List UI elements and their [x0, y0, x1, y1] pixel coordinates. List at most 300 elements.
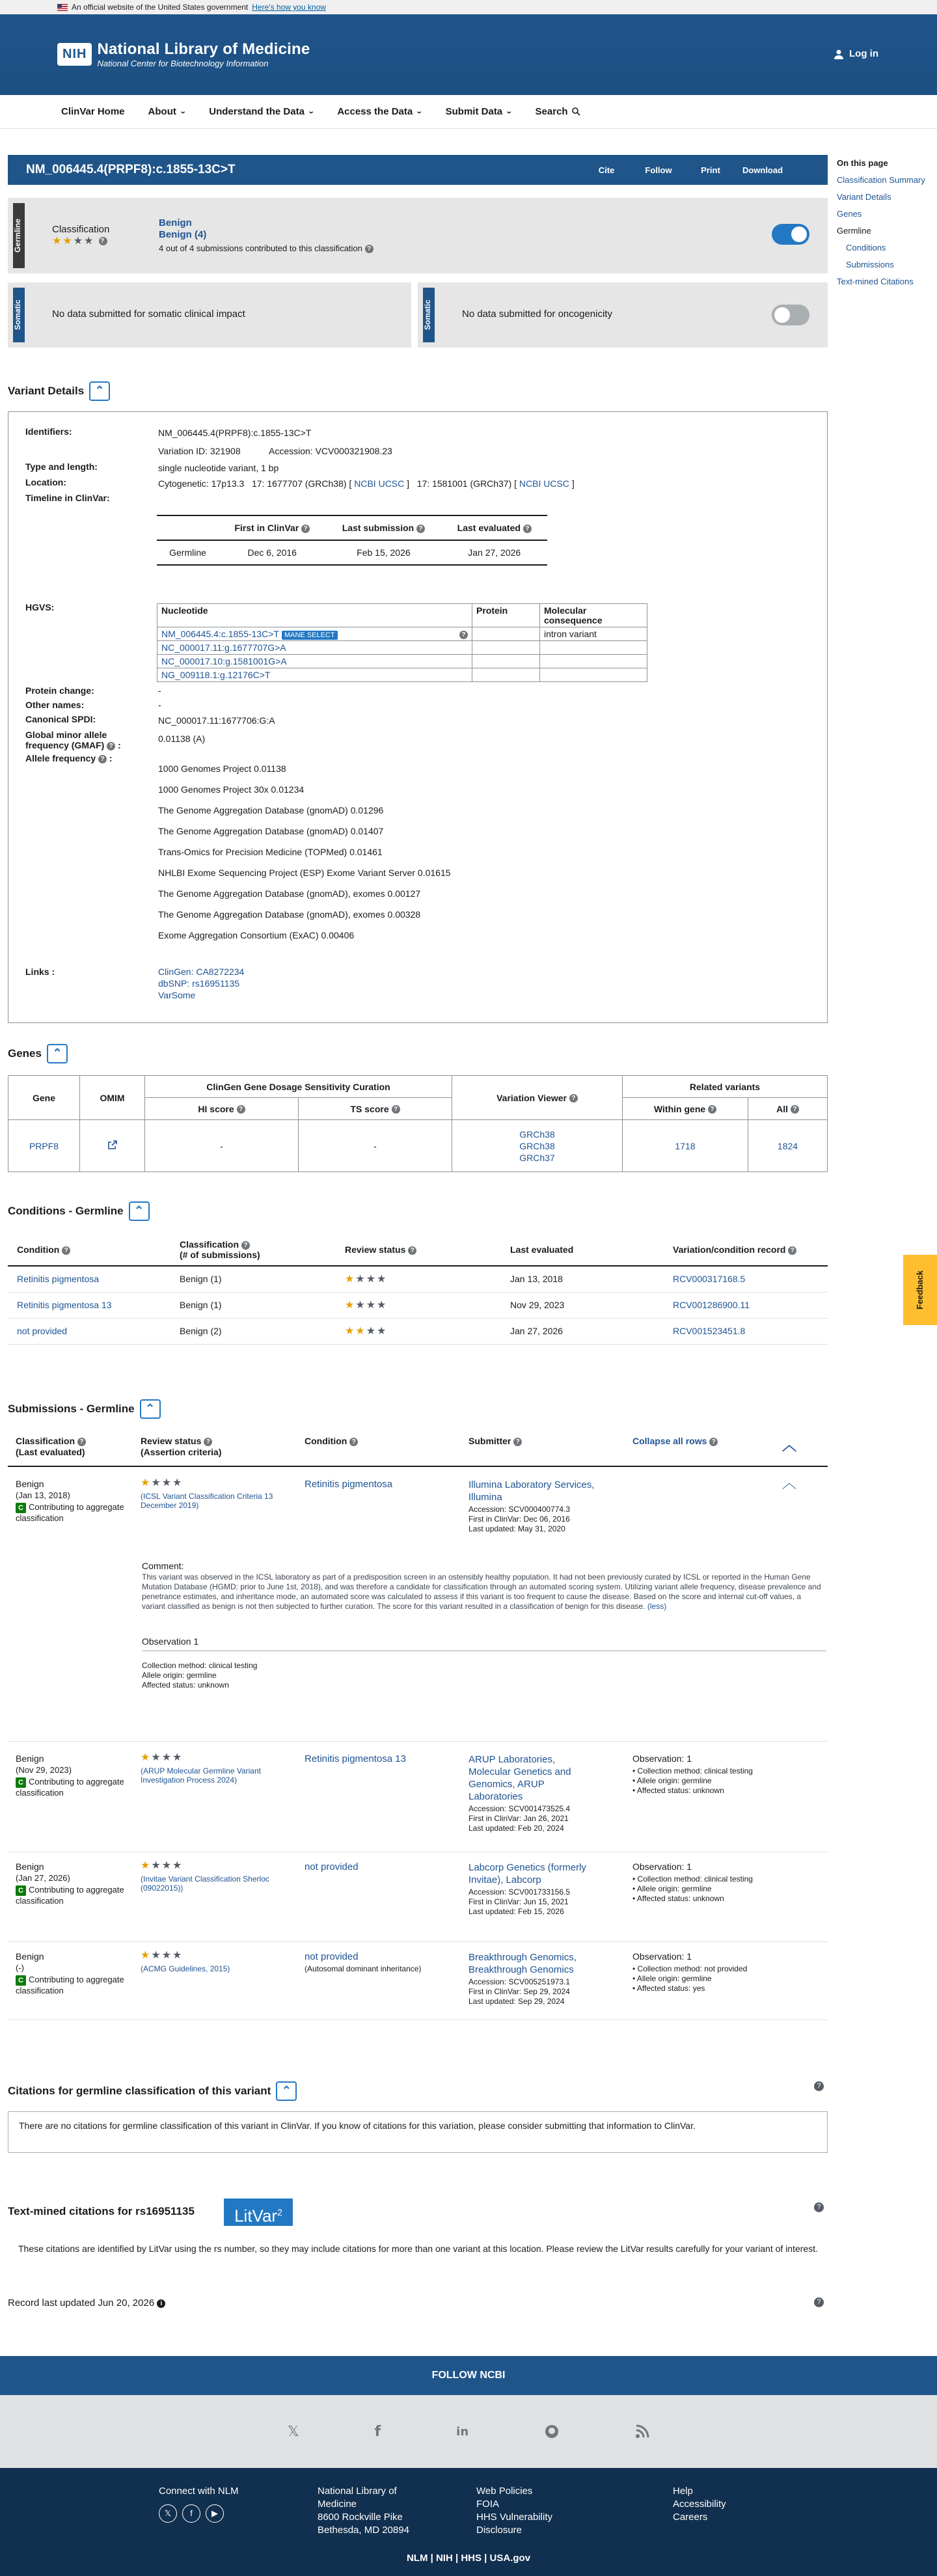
help-icon[interactable]: ? [99, 237, 107, 245]
sub-updated: Last updated: Feb 15, 2026 [468, 1907, 564, 1916]
last-evaluated-header: Last evaluated [501, 1234, 664, 1266]
github-icon[interactable] [544, 2424, 560, 2439]
cytogenetic: Cytogenetic: 17p13.3 [158, 478, 245, 489]
protein-cell [472, 668, 540, 682]
otp-variant-details[interactable]: Variant Details [837, 192, 891, 202]
help-link[interactable]: Help [673, 2486, 693, 2497]
header-text: First in ClinVar [234, 523, 299, 533]
help-icon[interactable]: ? [513, 1438, 522, 1446]
contributing-label [16, 1975, 133, 1995]
header-text-sub: (Last evaluated) [16, 1447, 85, 1457]
mane-select-badge: MANE SELECT [282, 631, 338, 640]
chevron-down-icon: ⌄ [307, 108, 315, 115]
obs-text: Allele origin: germline [636, 1884, 712, 1893]
timeline-header [219, 515, 325, 540]
header-text: Review status [141, 1436, 202, 1446]
classification-cell: Benign (1) [170, 1266, 336, 1292]
obs-text: Affected status: unknown [636, 1786, 724, 1795]
sub-date: (Nov 29, 2023) [16, 1765, 72, 1775]
obs-heading: Observation: 1 [632, 1753, 692, 1764]
web-policies-link[interactable]: Web Policies [476, 2486, 533, 2497]
sub-updated: Last updated: May 31, 2020 [468, 1524, 565, 1533]
contributing-icon: C [16, 1975, 26, 1986]
consequence-cell [540, 641, 647, 655]
last-evaluated-cell: Jan 13, 2018 [501, 1266, 664, 1292]
hhs-vuln-link[interactable]: HHS Vulnerability [476, 2512, 552, 2523]
header-text: Condition [17, 1244, 60, 1255]
submitter-link[interactable]: Breakthrough Genomics, Breakthrough Genomics [468, 1952, 577, 1975]
sub-condition-header [305, 1436, 358, 1446]
hgvs-link[interactable]: NG_009118.1:g.12176C>T [161, 670, 271, 680]
litvar-text: LitVar [234, 2206, 278, 2226]
help-icon[interactable]: ? [98, 755, 107, 763]
contributing-label [16, 1502, 133, 1523]
last-evaluated-cell: Nov 29, 2023 [501, 1292, 664, 1318]
help-icon[interactable]: ? [814, 2081, 824, 2091]
nih-logo-mark: NIH [57, 43, 92, 66]
help-icon[interactable]: ? [365, 245, 373, 253]
assertion-criteria-link[interactable]: (ACMG Guidelines, 2015) [141, 1964, 230, 1973]
login-label: Log in [849, 48, 878, 59]
submitter-link[interactable]: Labcorp Genetics (formerly Invitae), Labcorp [468, 1862, 586, 1885]
chevron-down-icon: ⌄ [505, 108, 513, 115]
feedback-tab[interactable]: Feedback [903, 1255, 937, 1325]
gene-header: Gene [8, 1076, 80, 1120]
submissions-header [8, 1432, 828, 1467]
condition-header [8, 1234, 170, 1266]
help-icon[interactable]: ? [814, 2202, 824, 2212]
rcv-link[interactable]: RCV001286900.11 [664, 1292, 828, 1318]
review-stars: ★★★★ [336, 1318, 501, 1344]
classification-cell: Benign (1) [170, 1292, 336, 1318]
obs-method: • Collection method: clinical testing [632, 1766, 753, 1775]
gmaf-label: Global minor allele frequency (GMAF) ? : [25, 730, 121, 750]
help-icon[interactable]: ? [349, 1438, 358, 1446]
sub-date: (Jan 27, 2026) [16, 1873, 70, 1883]
help-icon[interactable]: ? [62, 1246, 70, 1255]
protein-cell [472, 641, 540, 655]
consequence-cell: intron variant [540, 627, 647, 641]
ncbi-link[interactable]: NCBI [354, 478, 376, 489]
sub-accession: Accession: SCV000400774.3 [468, 1505, 571, 1514]
help-icon[interactable]: ? [204, 1438, 212, 1446]
variant-details-heading [8, 381, 110, 401]
contributing-label [16, 1885, 133, 1906]
youtube-icon[interactable]: ▶ [206, 2504, 224, 2523]
less-link[interactable]: (less) [647, 1602, 667, 1611]
section-title: Citations for germline classification of this variant [8, 2085, 271, 2097]
review-stars: ★★★★ [141, 1477, 183, 1488]
hgvs-link[interactable]: NM_006445.4:c.1855-13C>T [161, 629, 279, 639]
ncbi-link[interactable]: NCBI [519, 478, 541, 489]
conditions-table [8, 1234, 828, 1345]
timeline-label: Timeline in ClinVar: [25, 493, 110, 503]
hi-header [145, 1098, 299, 1120]
print-button[interactable]: Print [701, 165, 720, 175]
nav-access[interactable] [337, 106, 422, 117]
footer-bottom-links[interactable]: NLM | NIH | HHS | USA.gov [406, 2553, 531, 2564]
header-text: Variation/condition record [673, 1244, 786, 1255]
help-icon[interactable]: ? [241, 1241, 250, 1250]
collapse-all-link[interactable]: Collapse all rows [632, 1436, 707, 1446]
on-this-page-nav [837, 155, 934, 290]
classification-header [170, 1234, 336, 1266]
address-column [318, 2485, 409, 2537]
otp-genes[interactable]: Genes [837, 209, 862, 219]
chevron-down-icon: ⌄ [179, 108, 187, 115]
textmined-heading: Text-mined citations for rs16951135 [8, 2205, 195, 2217]
otp-submissions[interactable]: Submissions [846, 260, 894, 269]
variant-title-bar [8, 155, 828, 185]
rss-icon[interactable] [635, 2424, 649, 2439]
textmined-text: These citations are identified by LitVar using the rs number, so they may include citations for more than one variant at this location. Please review the LitVar results carefully for your variant of interest. [18, 2243, 818, 2254]
obs-list [632, 1964, 763, 1994]
sub-condition-link[interactable]: not provided [305, 1861, 359, 1872]
linkedin-icon[interactable]: in [456, 2424, 469, 2439]
condition-link[interactable]: not provided [8, 1318, 170, 1344]
obs-method: Collection method: clinical testing [142, 1661, 258, 1670]
links-label: Links : [25, 966, 55, 977]
table-row [8, 1292, 828, 1318]
timeline-cell: Germline [169, 547, 206, 558]
nav-label: Access the Data [337, 106, 413, 117]
help-icon[interactable]: ? [77, 1438, 86, 1446]
sub-accession: Accession: SCV001733156.5 [468, 1887, 571, 1897]
header-text: HI score [198, 1103, 234, 1114]
obs-affected: • Affected status: unknown [632, 1894, 724, 1903]
help-icon[interactable]: ? [416, 525, 425, 533]
chevron-down-icon: ⌄ [415, 108, 423, 115]
protein-change-value: - [158, 685, 161, 696]
nav-submit[interactable] [446, 106, 512, 117]
grch37-location: 17: 1581001 (GRCh37) [ [416, 478, 517, 489]
record-header [664, 1234, 828, 1266]
hgvs-link[interactable]: NC_000017.11:g.1677707G>A [161, 642, 286, 653]
location-label: Location: [25, 477, 66, 487]
genes-table [8, 1075, 828, 1172]
collapse-all-rows [632, 1436, 718, 1446]
help-icon[interactable]: ? [791, 1105, 799, 1114]
gene-link[interactable]: PRPF8 [8, 1120, 80, 1172]
protein-cell [472, 655, 540, 668]
sub-condition-link[interactable]: Retinitis pigmentosa [305, 1479, 393, 1490]
table-row [8, 1318, 828, 1344]
submission-row-2 [8, 1742, 828, 1852]
timeline-header [325, 515, 441, 540]
germline-tag: Germline [13, 203, 25, 268]
nav-label: About [148, 106, 176, 117]
germline-toggle[interactable] [772, 224, 809, 245]
info-icon[interactable]: i [157, 2299, 165, 2308]
help-icon[interactable]: ? [708, 1105, 716, 1114]
collapse-button[interactable]: ⌃ [47, 1044, 68, 1063]
comment-label: Comment: [142, 1561, 184, 1571]
collapse-button[interactable]: ⌃ [129, 1201, 150, 1221]
hgvs-row [157, 641, 472, 655]
careers-link[interactable]: Careers [673, 2512, 708, 2523]
nav-understand[interactable] [209, 106, 314, 117]
submission-row-4 [8, 1942, 828, 2020]
timeline-empty-header [157, 515, 219, 540]
gmaf-label-text: Global minor allele frequency (GMAF) [25, 730, 107, 750]
nih-logo[interactable] [57, 40, 310, 68]
sub-classification: Benign [16, 1951, 44, 1962]
help-icon[interactable]: ? [237, 1105, 245, 1114]
otp-conditions[interactable]: Conditions [846, 243, 886, 253]
external-link-icon[interactable] [107, 1140, 118, 1150]
nav-clinvar-home[interactable] [61, 106, 125, 117]
somatic-toggle[interactable] [772, 305, 809, 325]
address-line: 8600 Rockville Pike [318, 2512, 403, 2523]
x-twitter-icon[interactable]: 𝕏 [287, 2423, 299, 2439]
sub-classification: Benign [16, 1753, 44, 1764]
header-text: Within gene [653, 1103, 706, 1114]
sub-first: First in ClinVar: Dec 06, 2016 [468, 1514, 570, 1524]
x-twitter-icon[interactable]: 𝕏 [159, 2504, 177, 2523]
submitter-link[interactable]: Illumina Laboratory Services, Illumina [468, 1479, 595, 1503]
somatic-tag: Somatic [13, 288, 25, 342]
obs-affected: • Affected status: yes [632, 1984, 705, 1993]
help-icon[interactable]: ? [301, 525, 310, 533]
nav-search[interactable] [536, 106, 580, 117]
timeline-header [441, 515, 547, 540]
nav-label: Understand the Data [209, 106, 305, 117]
login-button[interactable] [834, 48, 878, 59]
help-icon[interactable]: ? [408, 1246, 416, 1255]
classification-label: Classification [52, 224, 110, 235]
spdi-value: NC_000017.11:1677706:G:A [158, 715, 275, 726]
variant-title: NM_006445.4(PRPF8):c.1855-13C>T [26, 163, 236, 176]
nav-label: Submit Data [445, 106, 503, 117]
contributing-icon: C [16, 1503, 26, 1513]
submission-row-1 [8, 1467, 828, 1742]
litvar-logo[interactable] [224, 2199, 293, 2226]
otp-germline: Germline [837, 226, 871, 236]
facebook-icon[interactable]: f [374, 2423, 381, 2440]
connect-icons [159, 2504, 239, 2523]
comment-text [142, 1572, 826, 1611]
help-icon[interactable]: ? [814, 2297, 824, 2307]
sub-first: First in ClinVar: Sep 29, 2024 [468, 1987, 570, 1996]
header-title: National Library of Medicine [97, 40, 310, 58]
sub-first: First in ClinVar: Jun 15, 2021 [468, 1897, 569, 1906]
record-updated-text: Record last updated Jun 20, 2026 [8, 2297, 155, 2309]
submission-summary [159, 243, 373, 253]
otp-text-mined-citations[interactable]: Text-mined Citations [837, 277, 914, 286]
sub-classification: Benign [16, 1861, 44, 1872]
table-row [8, 1266, 828, 1292]
nav-about[interactable] [148, 106, 186, 117]
policy-column [476, 2485, 552, 2537]
sub-accession: Accession: SCV005251973.1 [468, 1977, 571, 1986]
obs-text: Affected status: yes [636, 1984, 705, 1993]
assertion-criteria-link[interactable]: (ICSL Variant Classification Criteria 13 December 2019) [141, 1492, 273, 1510]
viewer-header [452, 1076, 623, 1120]
accession: Accession: VCV000321908.23 [269, 446, 392, 456]
collapse-button[interactable]: ⌃ [89, 381, 110, 401]
help-icon[interactable]: ? [569, 1094, 578, 1103]
consequence-cell [540, 668, 647, 682]
submission-summary-text: 4 out of 4 submissions contributed to this classification [159, 243, 362, 253]
header-text: Review status [345, 1244, 406, 1255]
section-title: Variant Details [8, 385, 85, 397]
rcv-link[interactable]: RCV001523451.8 [664, 1318, 828, 1344]
variation-id: Variation ID: 321908 [158, 446, 241, 456]
help-icon[interactable]: ? [392, 1105, 400, 1114]
af-label: Allele frequency ? : [25, 753, 113, 763]
review-stars: ★★★★ [336, 1266, 501, 1292]
contributing-icon: C [16, 1885, 26, 1896]
sub-first: First in ClinVar: Jan 26, 2021 [468, 1814, 569, 1823]
last-evaluated-cell: Jan 27, 2026 [501, 1318, 664, 1344]
connect-column [159, 2485, 239, 2523]
af-value: 1000 Genomes Project 0.01138 [158, 763, 286, 774]
obs-method: • Collection method: not provided [632, 1964, 748, 1973]
all-variants-link[interactable]: 1824 [748, 1120, 828, 1172]
hgvs-row [157, 655, 472, 668]
timeline-cell: Feb 15, 2026 [357, 547, 411, 558]
ts-header [299, 1098, 452, 1120]
bracket: ] [571, 478, 575, 489]
help-icon[interactable]: ? [788, 1246, 796, 1255]
help-column [673, 2485, 726, 2524]
obs-text: Allele origin: germline [636, 1974, 712, 1983]
other-names-value: - [158, 700, 161, 710]
all-header [748, 1098, 828, 1120]
dbsnp-link[interactable]: dbSNP: rs16951135 [158, 978, 240, 989]
help-icon[interactable]: ? [107, 742, 115, 750]
obs-origin: • Allele origin: germline [632, 1884, 712, 1893]
rcv-link[interactable]: RCV000317168.5 [664, 1266, 828, 1292]
obs-origin: Allele origin: germline [142, 1671, 217, 1680]
main-nav [0, 95, 937, 129]
protein-cell [472, 627, 540, 641]
ucsc-link[interactable]: UCSC [378, 478, 405, 489]
observation-heading: Observation 1 [142, 1636, 826, 1651]
grch37-link[interactable]: GRCh37 [519, 1152, 555, 1163]
obs-list [632, 1766, 763, 1796]
review-stars: ★★★★ [141, 1860, 183, 1871]
genes-heading [8, 1044, 68, 1063]
record-updated [8, 2297, 165, 2309]
ucsc-link[interactable]: UCSC [543, 478, 569, 489]
site-header [0, 14, 937, 95]
assertion-criteria-link[interactable]: (Invitae Variant Classification Sherloc (09022015)) [141, 1874, 269, 1893]
sub-condition-link[interactable]: Retinitis pigmentosa 13 [305, 1753, 406, 1764]
accessibility-link[interactable]: Accessibility [673, 2499, 726, 2510]
obs-list [632, 1874, 763, 1904]
obs-text: Collection method: clinical testing [637, 1874, 753, 1884]
condition-link[interactable]: Retinitis pigmentosa [8, 1266, 170, 1292]
heres-how-link[interactable]: Here's how you know [252, 3, 326, 12]
otp-classification-summary[interactable]: Classification Summary [837, 175, 925, 185]
download-button[interactable]: Download [742, 165, 783, 175]
help-icon[interactable]: ? [523, 525, 532, 533]
facebook-icon[interactable]: f [182, 2504, 200, 2523]
sub-condition-link[interactable]: not provided [305, 1951, 359, 1962]
other-names-label: Other names: [25, 700, 85, 710]
clingen-header: ClinGen Gene Dosage Sensitivity Curation [145, 1076, 452, 1098]
help-icon[interactable]: ? [459, 631, 468, 639]
on-this-page-heading: On this page [837, 158, 888, 168]
chevron-up-icon[interactable]: ︿ [782, 1475, 797, 1491]
bracket: ] [407, 478, 410, 489]
review-header [336, 1234, 501, 1266]
submitter-link[interactable]: ARUP Laboratories, Molecular Genetics and Genomics, ARUP Laboratories [468, 1754, 571, 1802]
collapse-button[interactable]: ⌃ [140, 1399, 161, 1419]
follow-button[interactable]: Follow [645, 165, 672, 175]
submission-row-3 [8, 1852, 828, 1942]
citations-box [8, 2111, 828, 2153]
nlm-link-2[interactable]: Medicine [318, 2499, 357, 2510]
hgvs-header: Protein [472, 604, 540, 627]
hgvs-label: HGVS: [25, 602, 55, 612]
classification-value[interactable]: Benign [159, 217, 192, 228]
nav-label: ClinVar Home [61, 106, 125, 117]
identifiers-label: Identifiers: [25, 426, 72, 437]
follow-ncbi-bar: FOLLOW NCBI [0, 2356, 937, 2395]
header-text: Classification [180, 1239, 239, 1250]
clingen-link[interactable]: ClinGen: CA8272234 [158, 966, 245, 977]
foia-link[interactable]: FOIA [476, 2499, 500, 2510]
grch38-link[interactable]: GRCh38 [519, 1129, 555, 1140]
conditions-heading [8, 1201, 150, 1221]
chevron-up-icon[interactable]: ︿ [782, 1437, 797, 1453]
section-title: Conditions - Germline [8, 1205, 124, 1217]
condition-link[interactable]: Retinitis pigmentosa 13 [8, 1292, 170, 1318]
address-line: Bethesda, MD 20894 [318, 2525, 409, 2536]
header-subtitle: National Center for Biotechnology Information [97, 59, 269, 68]
header-text: Classification [16, 1436, 75, 1446]
gov-banner [0, 0, 937, 14]
hgvs-link[interactable]: NC_000017.10:g.1581001G>A [161, 656, 287, 666]
connect-label: Connect with NLM [159, 2486, 239, 2497]
litvar-sup: 2 [277, 2207, 282, 2217]
grch38-link[interactable]: GRCh38 [519, 1140, 555, 1151]
varsome-link[interactable]: VarSome [158, 990, 196, 1000]
spdi-label: Canonical SPDI: [25, 714, 96, 724]
ts-score: - [299, 1120, 452, 1172]
obs-affected: Affected status: unknown [142, 1680, 229, 1690]
obs-method: • Collection method: clinical testing [632, 1874, 753, 1884]
cite-button[interactable]: Cite [598, 165, 615, 175]
collapse-button[interactable]: ⌃ [276, 2081, 297, 2101]
obs-text: Collection method: not provided [637, 1964, 748, 1973]
within-gene-link[interactable]: 1718 [623, 1120, 748, 1172]
omim-header: OMIM [80, 1076, 145, 1120]
assertion-criteria-link[interactable]: (ARUP Molecular Germline Variant Investigation Process 2024) [141, 1766, 261, 1785]
disclosure-link[interactable]: Disclosure [476, 2525, 523, 2536]
contributing-text: Contributing to aggregate classification [16, 1885, 124, 1906]
location-value [158, 478, 575, 489]
obs-text: Collection method: clinical testing [637, 1766, 753, 1775]
classification-count[interactable]: Benign (4) [159, 229, 207, 240]
hgvs-row [157, 627, 472, 641]
gmaf-value: 0.01138 (A) [158, 733, 206, 744]
classification-cell: Benign (2) [170, 1318, 336, 1344]
nlm-link[interactable]: National Library of [318, 2486, 397, 2497]
help-icon[interactable]: ? [709, 1438, 718, 1446]
contributing-icon: C [16, 1777, 26, 1788]
germline-classification-panel [8, 198, 828, 273]
consequence-cell [540, 655, 647, 668]
hgvs-row [157, 668, 472, 682]
review-stars: ★★★★ [141, 1752, 183, 1763]
sub-submitter-header [468, 1436, 522, 1446]
af-value: 1000 Genomes Project 30x 0.01234 [158, 784, 305, 795]
obs-text: Affected status: unknown [636, 1894, 724, 1903]
af-label-text: Allele frequency [25, 753, 96, 763]
